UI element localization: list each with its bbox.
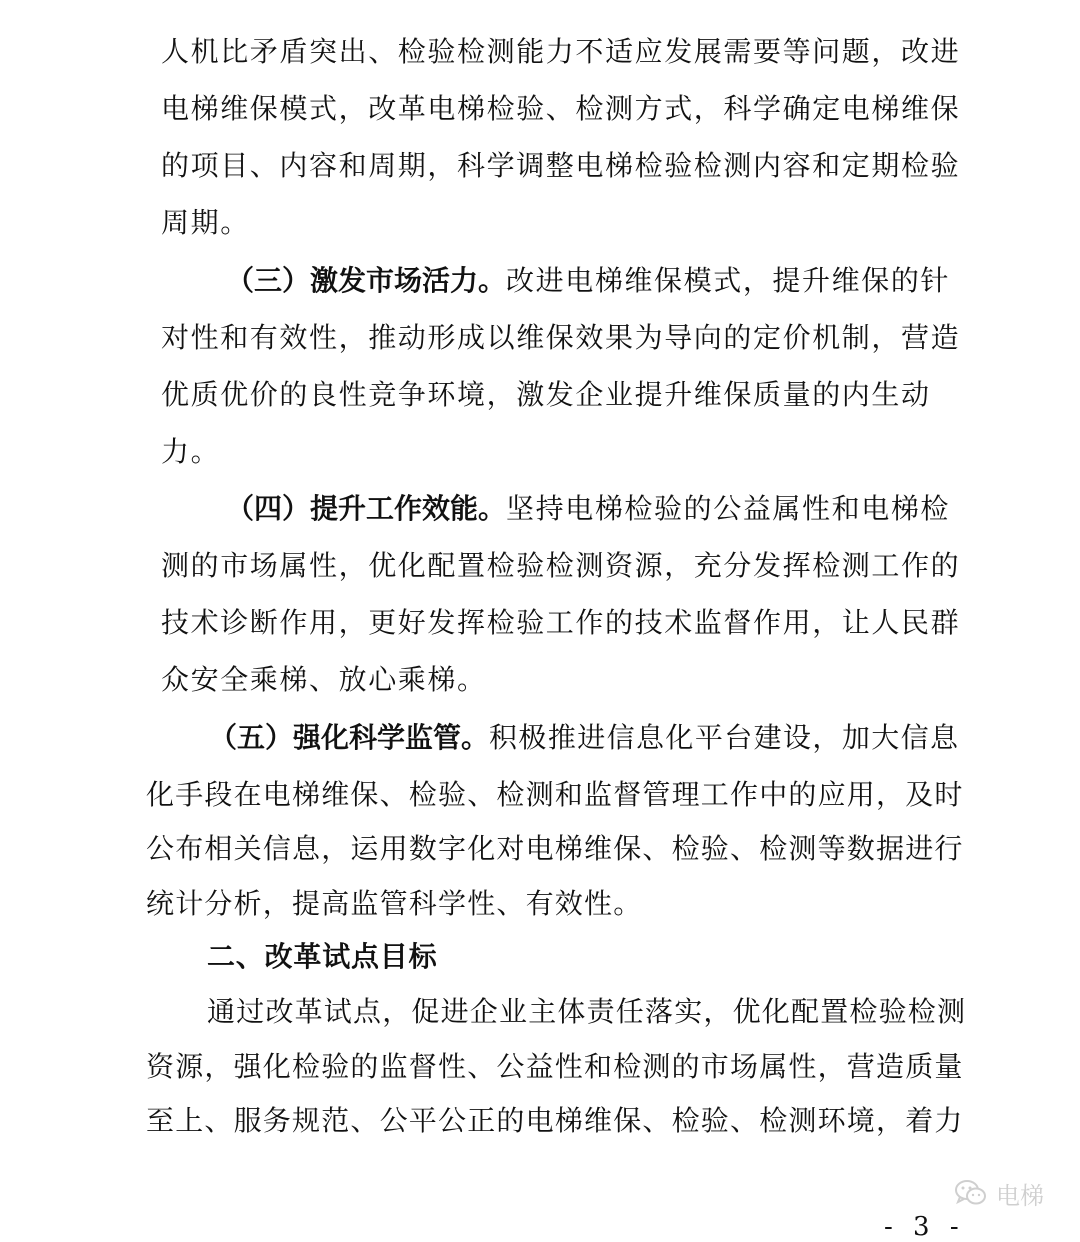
body-text: 积极推进信息化平台建设，加大信息 — [489, 721, 960, 754]
body-line: 周期。 — [161, 206, 250, 239]
body-line: 公布相关信息，运用数字化对电梯维保、检验、检测等数据进行 — [146, 832, 964, 865]
watermark-label: 电梯 — [996, 1181, 1044, 1210]
body-line: 对性和有效性，推动形成以维保效果为导向的定价机制，营造 — [161, 321, 961, 354]
paragraph-line — [226, 489, 950, 529]
body-line: 优质优价的良性竞争环境，激发企业提升维保质量的内生动 — [161, 378, 931, 411]
body-line: 测的市场属性，优化配置检验检测资源，充分发挥检测工作的 — [161, 549, 961, 582]
body-text: 改进电梯维保模式，提升维保的针 — [506, 264, 951, 297]
body-line: 至上、服务规范、公平公正的电梯维保、检验、检测环境，着力 — [146, 1104, 964, 1137]
body-line: 的项目、内容和周期，科学调整电梯检验检测内容和定期检验 — [161, 149, 961, 182]
body-line: 统计分析，提高监管科学性、有效性。 — [146, 887, 643, 920]
body-line: 众安全乘梯、放心乘梯。 — [161, 663, 487, 696]
body-text: 坚持电梯检验的公益属性和电梯检 — [506, 492, 951, 525]
paragraph-line — [226, 261, 950, 301]
body-line: 通过改革试点，促进企业主体责任落实，优化配置检验检测 — [207, 995, 967, 1028]
body-line: 资源，强化检验的监督性、公益性和检测的市场属性，营造质量 — [146, 1050, 964, 1083]
section-heading-2: 二、改革试点目标 — [207, 940, 438, 973]
section-heading-3: （三）激发市场活力。 — [226, 264, 507, 297]
body-line: 技术诊断作用，更好发挥检验工作的技术监督作用，让人民群 — [161, 606, 961, 639]
section-heading-5: （五）强化科学监管。 — [209, 721, 490, 754]
page-number: - 3 - — [884, 1212, 965, 1242]
wechat-icon — [954, 1178, 988, 1208]
body-line: 电梯维保模式，改革电梯检验、检测方式，科学确定电梯维保 — [161, 92, 961, 125]
body-line: 人机比矛盾突出、检验检测能力不适应发展需要等问题，改进 — [161, 35, 961, 68]
watermark — [954, 1176, 1044, 1210]
body-line: 化手段在电梯维保、检验、检测和监督管理工作中的应用，及时 — [146, 778, 964, 811]
section-heading-4: （四）提升工作效能。 — [226, 492, 507, 525]
paragraph-line — [209, 718, 959, 758]
body-line: 力。 — [161, 435, 221, 468]
